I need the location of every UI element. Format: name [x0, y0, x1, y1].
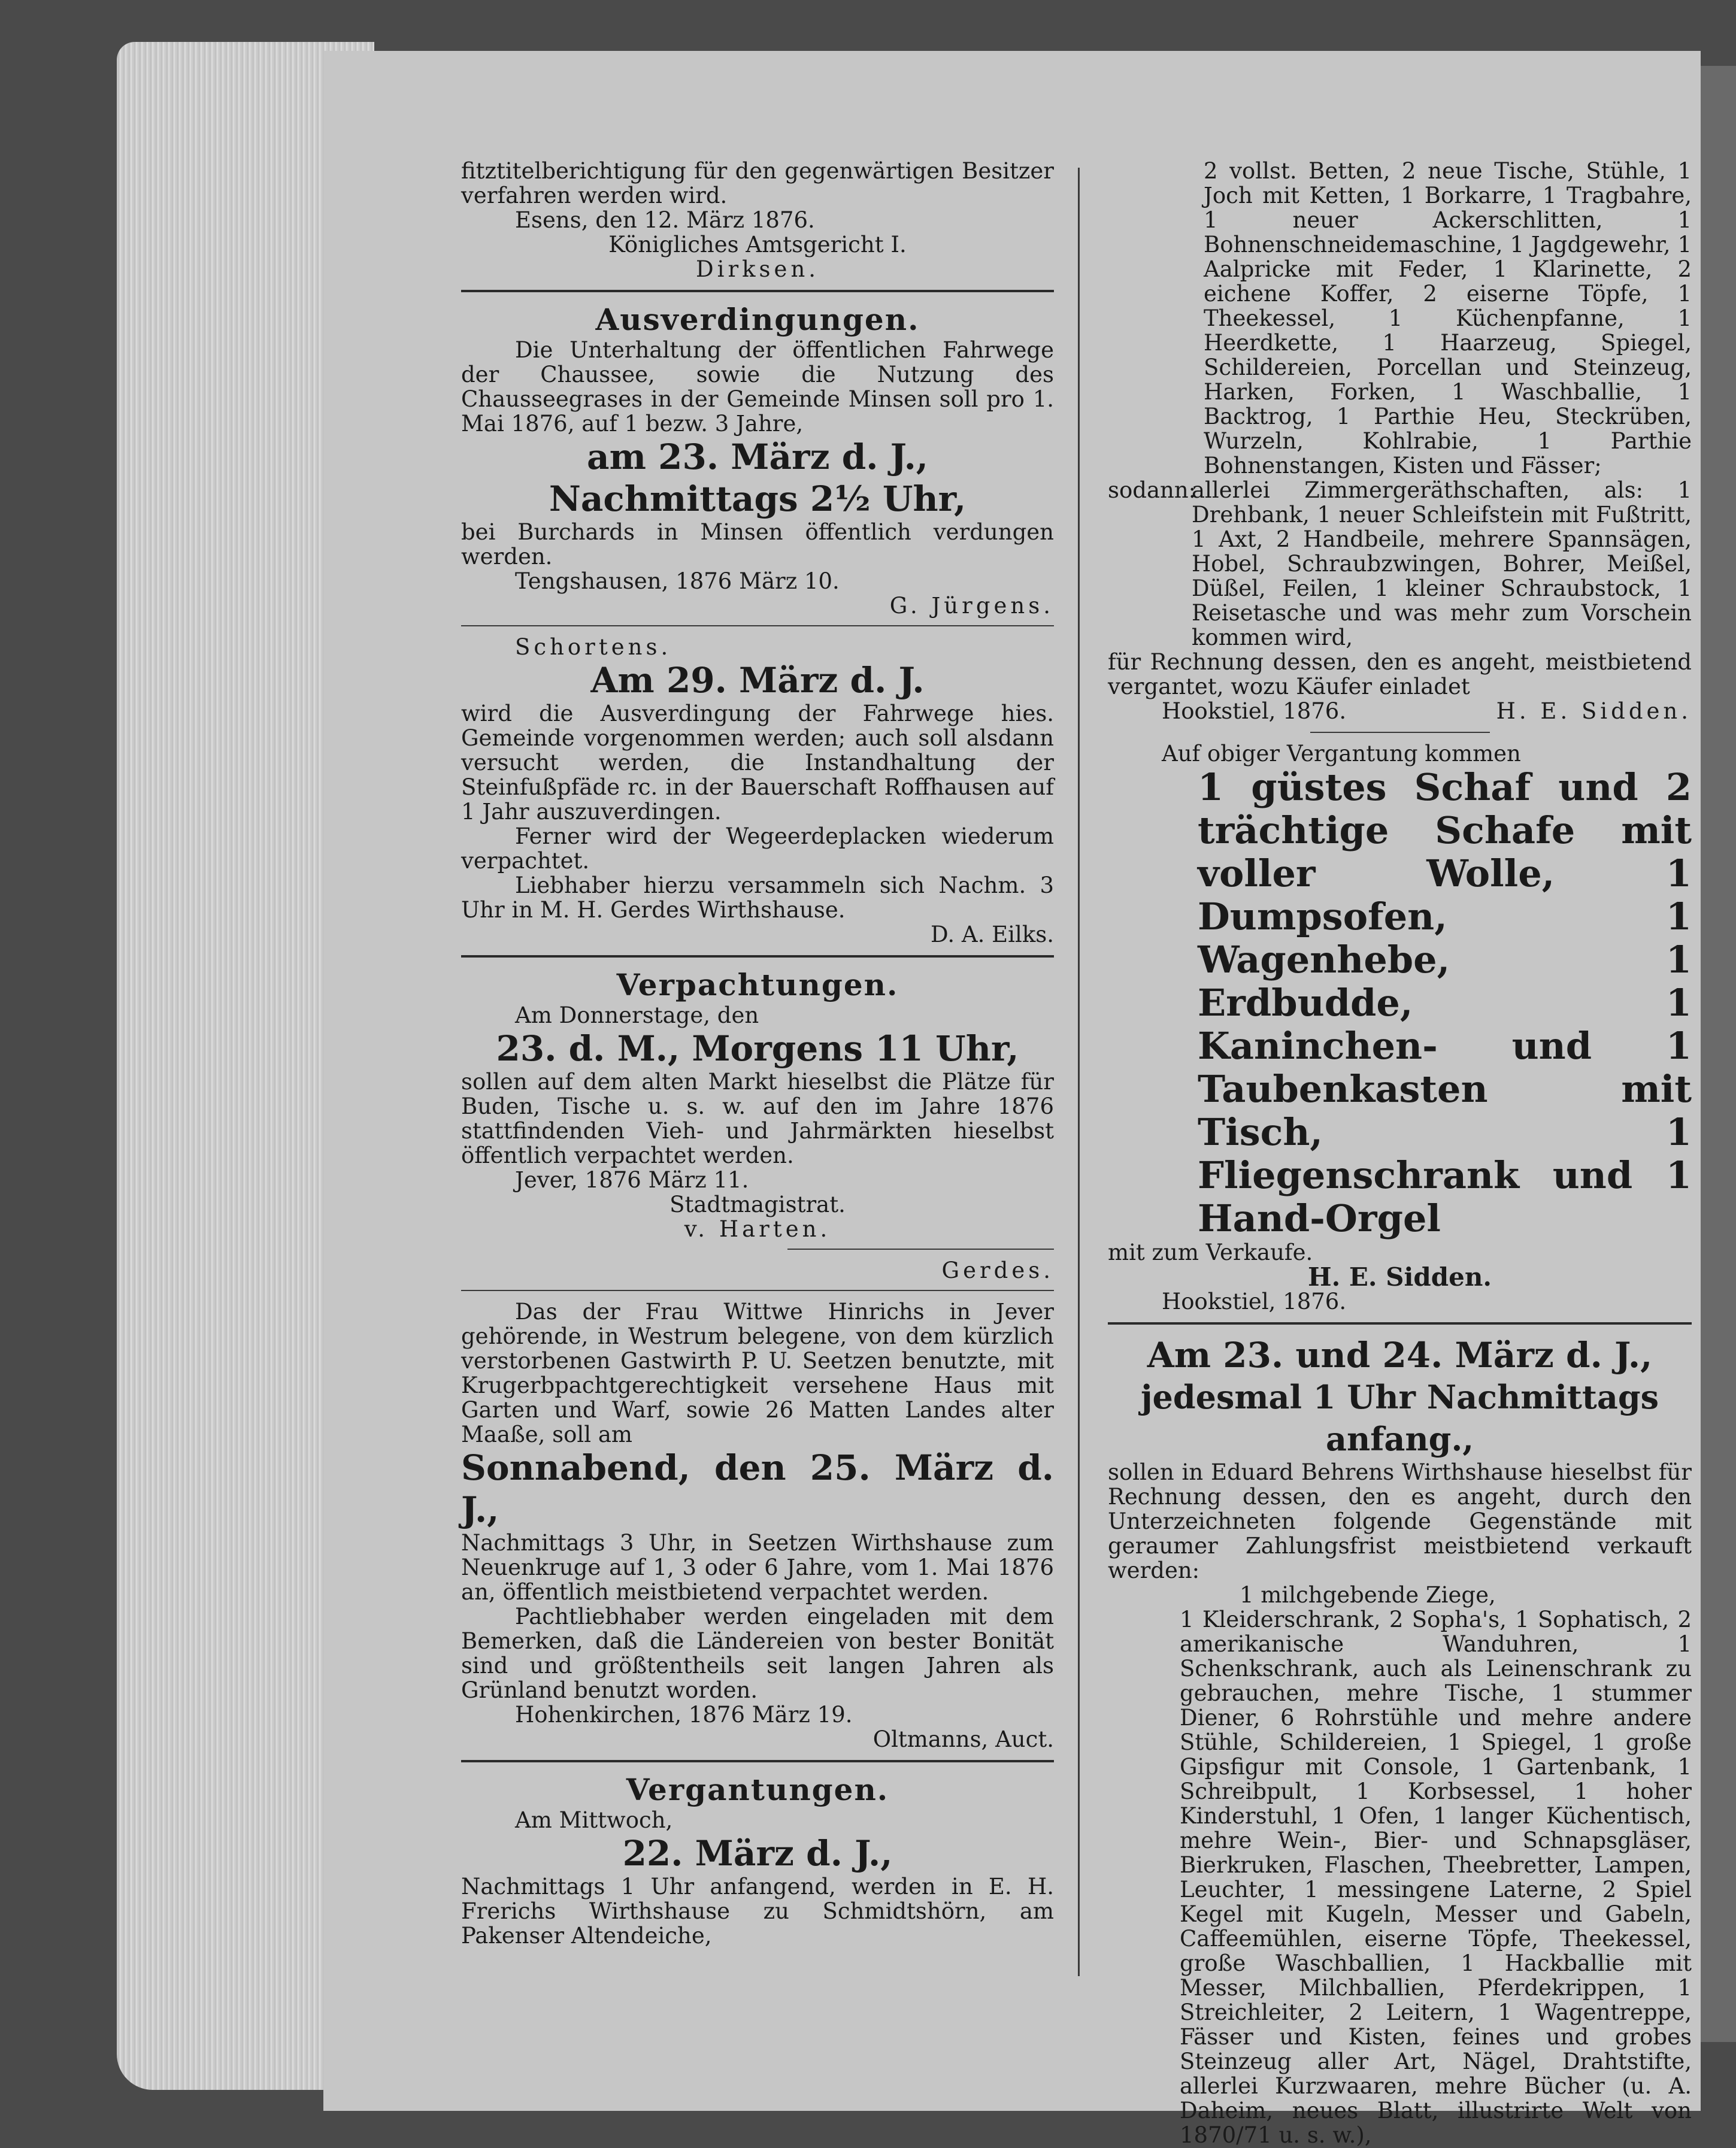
verpachtungen-text: sollen auf dem alten Markt hieselbst die Plätze für Buden, Tische u. s. w. auf den im Jahre 1876 stattfindenden Vieh- und Jahrmärkten hieselbst öffentlich verpachtet werden. — [461, 1069, 1054, 1168]
sodann-row — [1108, 478, 1692, 650]
section-rule — [461, 1760, 1054, 1762]
schortens-text: wird die Ausverdingung der Fahrwege hies. Gemeinde vorgenommen werden; auch soll alsdann versucht werden, die Instandhaltung der Steinfußpfäde rc. in der Bauerschaft Roffhausen auf 1 Jahr auszuverdingen. — [461, 701, 1054, 825]
section-rule — [461, 290, 1054, 292]
short-rule — [1310, 732, 1490, 733]
auf-obiger-text: mit zum Verkaufe. — [1108, 1240, 1313, 1265]
section-rule — [461, 625, 1054, 626]
hinrichs-text3: Pachtliebhaber werden eingeladen mit dem Bemerken, daß die Ländereien von bester Bonität sind und größtentheils seit langen Jahren als Grünland benutzt worden. — [461, 1604, 1054, 1703]
sodann-text: allerlei Zimmergeräthschaften, als: 1 Drehbank, 1 neuer Schleifstein mit Fußtritt, 1 Axt, 2 Handbeile, mehrere Spannsägen, Hobel, Schraubzwingen, Bohrer, Meißel, Düßel, Feilen, 1 kleiner Schraubstock, 1 Reisetasche und was mehr zum Vorschein kommen wird, — [1192, 477, 1692, 650]
schortens-text3: Liebhaber hierzu versammeln sich Nachm. 3 Uhr in M. H. Gerdes Wirthshause. — [461, 872, 1054, 923]
vergantungen-intro: Am Mittwoch, — [515, 1807, 673, 1833]
schortens-place: Schortens. — [515, 634, 672, 660]
cont-signature: H. E. Sidden. — [1496, 698, 1692, 724]
behrens-list: 1 Kleiderschrank, 2 Sopha's, 1 Sophatisch, 2 amerikanische Wanduhren, 1 Schenkschrank, auch als Leinenschrank zu gebrauchen, mehre Tische, 1 stummer Diener, 6 Rohrstühle und mehre andere Stühle, Schildereien, 1 Spiegel, 1 große Gipsfigur mit Console, 1 Gartenbank, 1 Schreibpult, 1 Korbsessel, 1 hoher Kinderstuhl, 1 Ofen, 1 langer Küchentisch, mehre Wein-, Bier- und Schnapsgläser, Bierkruken, Flaschen, Theebretter, Lampen, Leuchter, 1 messingene Laterne, 2 Spiel Kegel mit Kugeln, Messer und Gabeln, Caffeemühlen, eiserne Töpfe, Theekessel, große Waschballien, 1 Hackballie mit Messer, Milchballien, Pferdekrippen, 1 Streichleiter, 2 Leitern, 1 Wagentreppe, Fässer und Kisten, feines und grobes Steinzeug aller Art, Nägel, Drahtstifte, allerlei Kurzwaaren, mehre Bücher (u. A. Daheim, neues Blatt, illustrirte Welt von 1870/71 u. s. w.), — [1180, 1607, 1692, 2148]
verpachtungen-date: 23. d. M., Morgens 11 Uhr, — [496, 1028, 1019, 1069]
schortens-date: Am 29. März d. J. — [590, 660, 925, 701]
hinrichs-date: Sonnabend, den 25. März d. J., — [461, 1447, 1054, 1530]
cont-footer — [1108, 699, 1692, 723]
verpachtungen-authority: Stadtmagistrat. — [669, 1192, 846, 1217]
right-column — [1108, 159, 1692, 2147]
ausverdingungen-place-date: Tengshausen, 1876 März 10. — [515, 568, 840, 594]
intro-court: Königliches Amtsgericht I. — [608, 232, 907, 257]
verpachtungen-intro: Am Donnerstage, den — [515, 1002, 759, 1028]
auf-obiger-signature: H. E. Sidden. — [1307, 1262, 1492, 1292]
left-column — [461, 159, 1054, 1948]
cont-place-date: Hookstiel, 1876. — [1162, 698, 1347, 724]
hinrichs-text: Das der Frau Wittwe Hinrichs in Jever gehörende, in Westrum belegene, von dem kürzlich verstorbenen Gastwirth P. U. Seetzen benutzte, mit Krugerbpachtgerechtigkeit versehene Haus mit Garten und Warf, sowie 26 Matten Landes alter Maaße, soll am — [461, 1299, 1054, 1447]
verpachtungen-heading: Verpachtungen. — [616, 967, 899, 1002]
auf-obiger-big-text: 1 güstes Schaf und 2 trächtige Schafe mit voller Wolle, 1 Dumpsofen, 1 Wagenhebe, 1 Erdbudde, 1 Kaninchen- und 1 Taubenkasten mit Tisch, 1 Fliegenschrank und 1 Hand-Orgel — [1198, 765, 1692, 1240]
section-rule — [461, 1290, 1054, 1291]
section-rule — [1108, 1322, 1692, 1325]
verpachtungen-place-date: Jever, 1876 März 11. — [515, 1167, 749, 1193]
intro-place-date: Esens, den 12. März 1876. — [515, 207, 815, 233]
auf-obiger-intro: Auf obiger Vergantung kommen — [1162, 741, 1521, 767]
hinrichs-place-date: Hohenkirchen, 1876 März 19. — [515, 1702, 853, 1728]
signature-rule — [787, 1249, 1055, 1250]
verpachtungen-signature2: Gerdes. — [941, 1258, 1054, 1283]
ausverdingungen-time: Nachmittags 2½ Uhr, — [549, 478, 967, 519]
cont-items: 2 vollst. Betten, 2 neue Tische, Stühle, 1 Joch mit Ketten, 1 Borkarre, 1 Tragbahre, 1 neuer Ackerschlitten, 1 Bohnenschneidemaschine, 1 Jagdgewehr, 1 Aalpricke mit Feder, 1 Klarinette, 2 eichene Koffer, 2 eiserne Töpfe, 1 Theekessel, 1 Küchenpfanne, 1 Heerdkette, 1 Haarzeug, Spiegel, Schildereien, Porcellan und Steinzeug, Harken, Forken, 1 Waschballie, 1 Backtrog, 1 Parthie Heu, Steckrüben, Wurzeln, Kohlrabie, 1 Parthie Bohnenstangen, Kisten und Fässer; — [1204, 158, 1692, 478]
intro-signature: Dirksen. — [695, 256, 820, 282]
ausverdingungen-heading: Ausverdingungen. — [595, 302, 920, 337]
schortens-text2: Ferner wird der Wegeerdeplacken wiederum verpachtet. — [461, 823, 1054, 874]
ausverdingungen-text: Die Unterhaltung der öffentlichen Fahrwege der Chaussee, sowie die Nutzung des Chausseegrases in der Gemeinde Minsen soll pro 1. Mai 1876, auf 1 bezw. 3 Jahre, — [461, 337, 1054, 437]
schortens-signature: D. A. Eilks. — [931, 922, 1054, 947]
ausverdingungen-signature: G. Jürgens. — [889, 593, 1054, 619]
auf-obiger-place-date: Hookstiel, 1876. — [1162, 1289, 1347, 1314]
ausverdingungen-text2: bei Burchards in Minsen öffentlich verdungen werden. — [461, 519, 1054, 569]
section-rule — [461, 955, 1054, 958]
verpachtungen-signature: v. Harten. — [684, 1216, 831, 1242]
behrens-text: sollen in Eduard Behrens Wirthshause hieselbst für Rechnung dessen, den es angeht, durch den Unterzeichneten folgende Gegenstände mit geraumer Zahlungsfrist meistbietend verkauft werden: — [1108, 1459, 1692, 1583]
vergantungen-text: Nachmittags 1 Uhr anfangend, werden in E. H. Frerichs Wirthshause zu Schmidtshörn, am Pakenser Altendeiche, — [461, 1874, 1054, 1949]
hinrichs-text2: Nachmittags 3 Uhr, in Seetzen Wirthshause zum Neuenkruge auf 1, 3 oder 6 Jahre, vom 1. Mai 1876 an, öffentlich meistbietend verpachtet werden. — [461, 1530, 1054, 1605]
vergantungen-date: 22. März d. J., — [622, 1833, 893, 1874]
sodann-label: sodann: — [1108, 477, 1196, 503]
behrens-list-first: 1 milchgebende Ziege, — [1240, 1582, 1496, 1608]
ausverdingungen-date: am 23. März d. J., — [587, 437, 928, 477]
cont-text: für Rechnung dessen, den es angeht, meistbietend vergantet, wozu Käufer einladet — [1108, 649, 1692, 699]
behrens-time: jedesmal 1 Uhr Nachmittags anfang., — [1140, 1378, 1659, 1458]
intro-text: fitztitelberichtigung für den gegenwärtigen Besitzer verfahren werden wird. — [461, 158, 1054, 208]
vergantungen-heading: Vergantungen. — [626, 1772, 889, 1807]
facing-page-edge — [1701, 66, 1736, 2042]
column-divider — [1078, 168, 1080, 1976]
hinrichs-signature: Oltmanns, Auct. — [872, 1726, 1054, 1752]
behrens-date: Am 23. und 24. März d. J., — [1147, 1335, 1653, 1376]
